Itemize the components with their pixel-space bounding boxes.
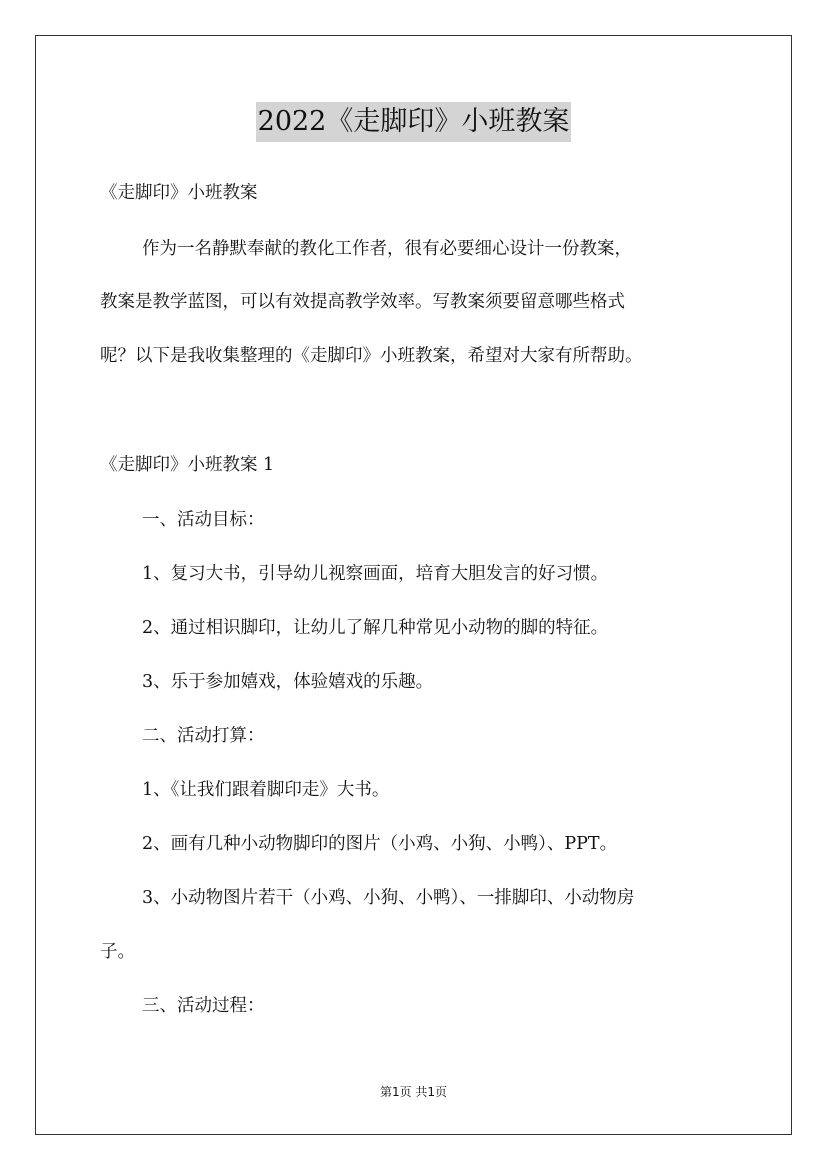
- body-line-8: 3、小动物图片若干（小鸡、小狗、小鸭）、一排脚印、小动物房: [142, 888, 635, 908]
- section-heading: 《走脚印》小班教案 1: [100, 455, 275, 475]
- body-line-4: 3、乐于参加嬉戏，体验嬉戏的乐趣。: [142, 672, 434, 692]
- body-line-3: 2、通过相识脚印，让幼儿了解几种常见小动物的脚的特征。: [142, 618, 609, 638]
- body-line-6: 1、《让我们跟着脚印走》大书。: [142, 780, 390, 800]
- body-line-7: 2、画有几种小动物脚印的图片（小鸡、小狗、小鸭）、PPT。: [142, 834, 618, 854]
- intro-line-1: 作为一名静默奉献的教化工作者，很有必要细心设计一份教案，: [142, 239, 632, 259]
- body-line-5: 二、活动打算：: [142, 726, 265, 746]
- page-footer: 第1页 共1页: [379, 1085, 448, 1099]
- document-title: 2022《走脚印》小班教案: [256, 102, 572, 142]
- body-line-1: 一、活动目标：: [142, 510, 265, 530]
- body-line-10: 三、活动过程：: [142, 996, 265, 1016]
- title-container: [0, 102, 827, 142]
- intro-line-3: 呢？以下是我收集整理的《走脚印》小班教案，希望对大家有所帮助。: [100, 346, 643, 366]
- body-line-2: 1、复习大书，引导幼儿视察画面，培育大胆发言的好习惯。: [142, 564, 609, 584]
- intro-line-2: 教案是教学蓝图，可以有效提高教学效率。写教案须要留意哪些格式: [100, 292, 625, 312]
- document-subtitle: 《走脚印》小班教案: [100, 183, 258, 203]
- body-line-9: 子。: [100, 942, 135, 962]
